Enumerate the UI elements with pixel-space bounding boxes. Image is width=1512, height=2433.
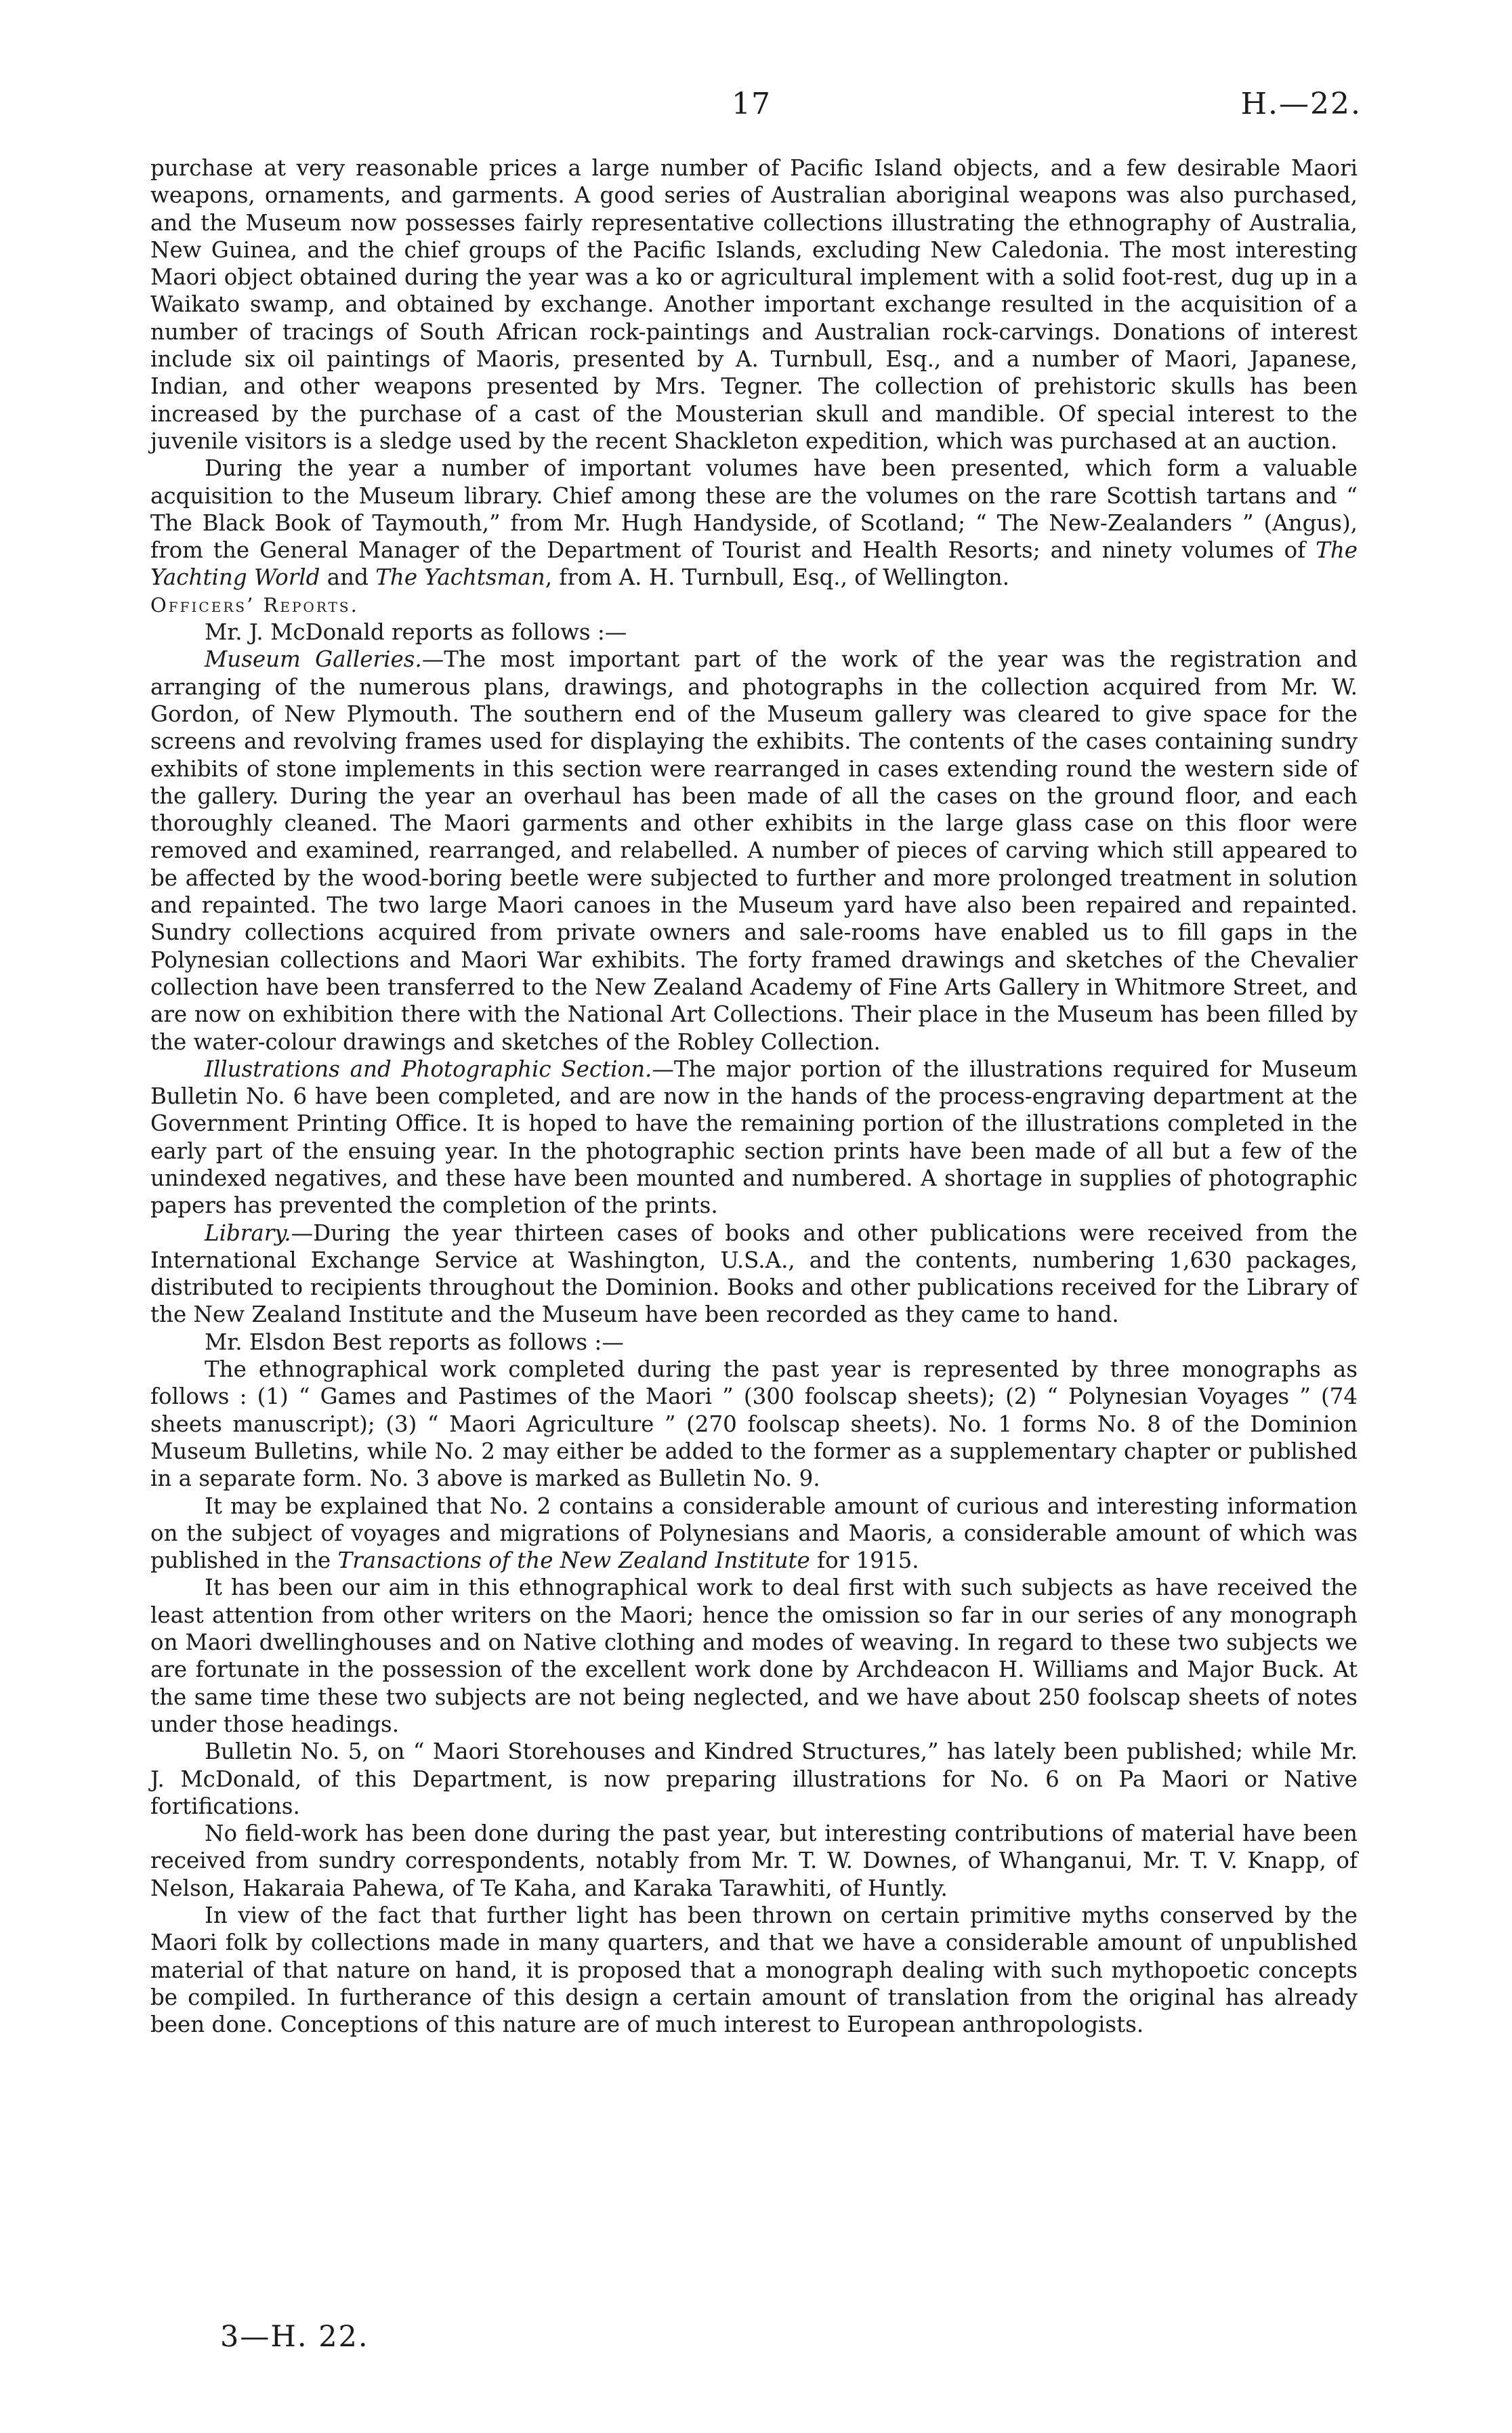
publication-title: Transactions of the New Zealand Institute bbox=[337, 1547, 810, 1574]
paragraph-bulletin-5: Bulletin No. 5, on “ Maori Storehouses and Kindred Structures,” has lately been published; while Mr. J. McDonald, of this Department, is now preparing illustrations for No. 6 on Pa Maori or Native fortifications. bbox=[150, 1739, 1358, 1819]
text-run: for 1915. bbox=[810, 1547, 919, 1574]
document-id: H.—22. bbox=[1240, 87, 1362, 121]
text-run: —The most important part of the work of the year was the registration and arranging of the numerous plans, drawings, and photographs in the collection acquired from Mr. W. Gordon, of New Plymouth. The southern end of the Museum gallery was cleared to give space for the screens and revolving frames used for displaying the exhibits. The contents of the cases containing sundry exhibits of stone implements in this section were rearranged in cases extending round the western side of the gallery. During the year an overhaul has been made of all the cases on the ground floor, and each thoroughly cleaned. The Maori garments and other exhibits in the large glass case on this floor were removed and examined, rearranged, and relabelled. A number of pieces of carving which still appeared to be affected by the wood-boring beetle were subjected to further and more prolonged treatment in solution and repainted. The two large Maori canoes in the Museum yard have also been repaired and repainted. Sundry collections acquired from private owners and sale-rooms have enabled us to fill gaps in the Polynesian collections and Maori War exhibits. The forty framed drawings and sketches of the Chevalier collection have been transferred to the New Zealand Academy of Fine Arts Gallery in Whitmore Street, and are now on exhibition there with the National Art Collections. Their place in the Museum has been filled by the water-colour drawings and sketches of the Robley Collection. bbox=[150, 646, 1358, 1055]
text-run: During the year a number of important volumes have been presented, which form a valuable acquisition to the Museum library. Chief among these are the volumes on the rare Scottish tartans and “ The Black Book of Taymouth,” from Mr. Hugh Handyside, of Scotland; “ The New-Zealanders ” (Angus), from the General Manager of the Department of Tourist and Health Resorts; and ninety volumes of bbox=[150, 455, 1358, 564]
body-text bbox=[150, 154, 1358, 2038]
subsection-heading: Illustrations and Photographic Section. bbox=[205, 1056, 652, 1082]
report-intro-best: Mr. Elsdon Best reports as follows :— bbox=[205, 1329, 624, 1355]
page-number: 17 bbox=[732, 87, 771, 121]
publication-title: The Yachtsman bbox=[375, 564, 545, 591]
text-run: and bbox=[320, 564, 376, 591]
subsection-heading: Museum Galleries. bbox=[205, 646, 422, 673]
paragraph-museum-galleries bbox=[150, 646, 1358, 1055]
paragraph-library bbox=[150, 1220, 1358, 1329]
report-intro-mcdonald: Mr. J. McDonald reports as follows :— bbox=[205, 619, 627, 646]
paragraph-field-work: No field-work has been done during the past year, but interesting contributions of material have been received from sundry correspondents, notably from Mr. T. W. Downes, of Whanganui, Mr. T. V. Knapp, of Nelson, Hakaraia Pahewa, of Te Kaha, and Karaka Tarawhiti, of Huntly. bbox=[150, 1821, 1358, 1901]
signature-mark: 3—H. 22. bbox=[220, 2320, 369, 2354]
text-run: —During the year thirteen cases of books and other publications were received from the International Exchange Service at Washington, U.S.A., and the contents, numbering 1,630 packages, distributed to recipients throughout the Dominion. Books and other publications received for the Library of the New Zealand Institute and the Museum have been recorded as they came to hand. bbox=[150, 1220, 1358, 1328]
paragraph-library-donations bbox=[150, 455, 1358, 591]
paragraph-ethnographical-aim: It has been our aim in this ethnographical work to deal first with such subjects as have received the least attention from other writers on the Maori; hence the omission so far in our series of any monograph on Maori dwellinghouses and on Native clothing and modes of weaving. In regard to these two subjects we are fortunate in the possession of the excellent work done by Archdeacon H. Williams and Major Buck. At the same time these two subjects are not being neglected, and we have about 250 foolscap sheets of notes under those headings. bbox=[150, 1575, 1358, 1737]
section-heading: Officers’ Reports. bbox=[150, 593, 359, 617]
paragraph-myths: In view of the fact that further light has been thrown on certain primitive myths conserved by the Maori folk by collections made in many quarters, and that we have a considerable amount of unpublished material of that nature on hand, it is proposed that a monograph dealing with such mythopoetic concepts be compiled. In furtherance of this design a certain amount of translation from the original has already been done. Conceptions of this nature are of much interest to European anthropologists. bbox=[150, 1902, 1358, 2038]
text-run: It may be explained that No. 2 contains a considerable amount of curious and interesting information on the subject of voyages and migrations of Polynesians and Maoris, a considerable amount of which was published in the bbox=[150, 1493, 1358, 1574]
text-run: —The major portion of the illustrations required for Museum Bulletin No. 6 have been completed, and are now in the hands of the process-engraving department at the Government Printing Office. It is hoped to have the remaining portion of the illustrations completed in the early part of the ensuing year. In the photographic section prints have been made of all but a few of the unindexed negatives, and these have been mounted and numbered. A shortage in supplies of photographic papers has prevented the completion of the prints. bbox=[150, 1056, 1358, 1219]
paragraph-purchases: purchase at very reasonable prices a large number of Pacific Island objects, and a few desirable Maori weapons, ornaments, and garments. A good series of Australian aboriginal weapons was also purchased, and the Museum now possesses fairly representative collections illustrating the ethnography of Australia, New Guinea, and the chief groups of the Pacific Islands, excluding New Caledonia. The most interesting Maori object obtained during the year was a ko or agricultural implement with a solid foot-rest, dug up in a Waikato swamp, and obtained by exchange. Another important exchange resulted in the acquisition of a number of tracings of South African rock-paintings and Australian rock-carvings. Donations of interest include six oil paintings of Maoris, presented by A. Turnbull, Esq., and a number of Maori, Japanese, Indian, and other weapons presented by Mrs. Tegner. The collection of prehistoric skulls has been increased by the purchase of a cast of the Mousterian skull and mandible. Of special interest to the juvenile visitors is a sledge used by the recent Shackleton expedition, which was purchased at an auction. bbox=[150, 155, 1358, 454]
paragraph-voyages bbox=[150, 1493, 1358, 1575]
paragraph-illustrations bbox=[150, 1056, 1358, 1220]
subsection-heading: Library. bbox=[205, 1220, 291, 1246]
text-run: , from A. H. Turnbull, Esq., of Wellington. bbox=[545, 564, 1009, 591]
publication-title: The Yachting World bbox=[150, 537, 1358, 591]
paragraph-monographs: The ethnographical work completed during the past year is represented by three monographs as follows : (1) “ Games and Pastimes of the Maori ” (300 foolscap sheets); (2) “ Polynesian Voyages ” (74 sheets manuscript); (3) “ Maori Agriculture ” (270 foolscap sheets). No. 1 forms No. 8 of the Dominion Museum Bulletins, while No. 2 may either be added to the former as a supplementary chapter or published in a separate form. No. 3 above is marked as Bulletin No. 9. bbox=[150, 1356, 1358, 1492]
